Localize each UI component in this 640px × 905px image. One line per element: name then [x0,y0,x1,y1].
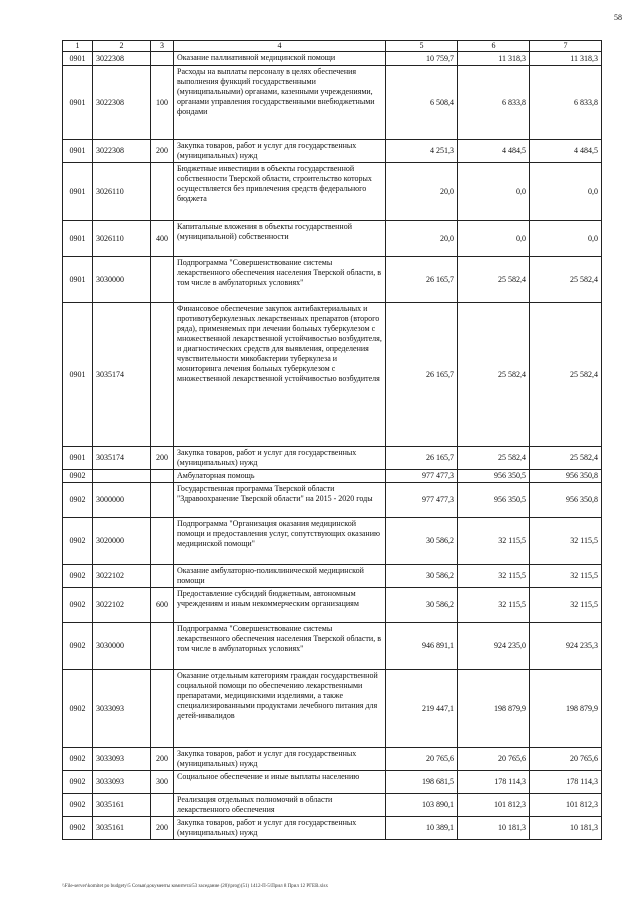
target-article: 3035161 [93,817,151,840]
table-row [63,66,602,140]
expense-type: 200 [151,817,174,840]
item-description: Оказание паллиативной медицинской помощи [174,52,386,66]
amount-col7: 4 484,5 [530,140,602,163]
target-article: 3022102 [93,565,151,588]
expense-type [151,623,174,670]
target-article: 3022308 [93,52,151,66]
table-row [63,257,602,303]
amount-col6: 924 235,0 [458,623,530,670]
section-code: 0902 [63,470,93,483]
section-code: 0902 [63,794,93,817]
amount-col7: 924 235,3 [530,623,602,670]
item-description: Оказание амбулаторно-поликлинической медицинской помощи [174,565,386,588]
target-article: 3022102 [93,588,151,623]
column-header-2: 2 [93,41,151,52]
budget-table [62,40,602,840]
amount-col6: 178 114,3 [458,771,530,794]
amount-col6: 20 765,6 [458,748,530,771]
item-description: Бюджетные инвестиции в объекты государственной собственности Тверской области, строительство которых осуществляется без привлечения средств федерального бюджета [174,163,386,221]
section-code: 0901 [63,221,93,257]
amount-col6: 25 582,4 [458,257,530,303]
amount-col5: 4 251,3 [386,140,458,163]
amount-col7: 32 115,5 [530,565,602,588]
item-description: Оказание отдельным категориям граждан государственной социальной помощи по обеспечению лекарственными препаратами, медицинскими изделиями, а также специализированными продуктами лечебного питания для детей-инвалидов [174,670,386,748]
section-code: 0901 [63,447,93,470]
footer-file-path: \\File-server\komitet po budgety\5 Созыв\документы комитета\53 заседание (20)\prog\(51) 1412-П-5\Прил 8 Прил 12 РГЕВ.xlsx [62,884,328,889]
section-code: 0901 [63,163,93,221]
amount-col7: 25 582,4 [530,303,602,447]
target-article: 3026110 [93,221,151,257]
amount-col5: 26 165,7 [386,303,458,447]
item-description: Реализация отдельных полномочий в области лекарственного обеспечения [174,794,386,817]
target-article [93,470,151,483]
table-row [63,817,602,840]
item-description: Закупка товаров, работ и услуг для государственных (муниципальных) нужд [174,140,386,163]
amount-col6: 956 350,5 [458,483,530,518]
column-header-4: 4 [174,41,386,52]
item-description: Расходы на выплаты персоналу в целях обеспечения выполнения функций государственными (муниципальными) органами, казенными учреждениями, органами управления государственными внебюджетными фондами [174,66,386,140]
amount-col6: 32 115,5 [458,565,530,588]
expense-type: 200 [151,447,174,470]
table-row [63,518,602,565]
target-article: 3030000 [93,257,151,303]
item-description: Подпрограмма "Организация оказания медицинской помощи и предоставления услуг, сопутствующих оказанию медицинской помощи" [174,518,386,565]
amount-col6: 10 181,3 [458,817,530,840]
amount-col5: 26 165,7 [386,447,458,470]
amount-col5: 20 765,6 [386,748,458,771]
amount-col5: 30 586,2 [386,565,458,588]
expense-type [151,163,174,221]
item-description: Закупка товаров, работ и услуг для государственных (муниципальных) нужд [174,817,386,840]
amount-col5: 198 681,5 [386,771,458,794]
column-header-3: 3 [151,41,174,52]
table-row [63,140,602,163]
table-row [63,748,602,771]
amount-col7: 956 350,8 [530,470,602,483]
item-description: Подпрограмма "Совершенствование системы лекарственного обеспечения населения Тверской области, в том числе в амбулаторных условиях" [174,623,386,670]
amount-col5: 6 508,4 [386,66,458,140]
amount-col6: 6 833,8 [458,66,530,140]
amount-col7: 11 318,3 [530,52,602,66]
item-description: Предоставление субсидий бюджетным, автономным учреждениям и иным некоммерческим организациям [174,588,386,623]
amount-col7: 0,0 [530,221,602,257]
item-description: Капитальные вложения в объекты государственной (муниципальной) собственности [174,221,386,257]
target-article: 3035174 [93,303,151,447]
expense-type [151,303,174,447]
table-row [63,470,602,483]
amount-col6: 32 115,5 [458,518,530,565]
amount-col5: 20,0 [386,221,458,257]
section-code: 0902 [63,817,93,840]
section-code: 0902 [63,588,93,623]
expense-type: 400 [151,221,174,257]
section-code: 0901 [63,140,93,163]
target-article: 3035161 [93,794,151,817]
table-body [63,52,602,840]
table-row [63,670,602,748]
amount-col7: 32 115,5 [530,588,602,623]
section-code: 0902 [63,748,93,771]
table-row [63,565,602,588]
expense-type [151,518,174,565]
amount-col7: 0,0 [530,163,602,221]
amount-col5: 20,0 [386,163,458,221]
target-article: 3033093 [93,771,151,794]
table-row [63,483,602,518]
amount-col7: 6 833,8 [530,66,602,140]
amount-col6: 956 350,5 [458,470,530,483]
expense-type: 200 [151,748,174,771]
amount-col7: 10 181,3 [530,817,602,840]
item-description: Социальное обеспечение и иные выплаты населению [174,771,386,794]
amount-col5: 946 891,1 [386,623,458,670]
amount-col7: 20 765,6 [530,748,602,771]
item-description: Государственная программа Тверской области "Здравоохранение Тверской области" на 2015 - 2020 годы [174,483,386,518]
amount-col6: 101 812,3 [458,794,530,817]
item-description: Амбулаторная помощь [174,470,386,483]
amount-col6: 11 318,3 [458,52,530,66]
section-code: 0901 [63,257,93,303]
item-description: Подпрограмма "Совершенствование системы лекарственного обеспечения населения Тверской области, в том числе в амбулаторных условиях" [174,257,386,303]
amount-col5: 977 477,3 [386,483,458,518]
section-code: 0901 [63,303,93,447]
page-number: 58 [614,13,622,22]
section-code: 0902 [63,483,93,518]
amount-col7: 956 350,8 [530,483,602,518]
amount-col5: 26 165,7 [386,257,458,303]
target-article: 3022308 [93,140,151,163]
amount-col5: 10 759,7 [386,52,458,66]
item-description: Закупка товаров, работ и услуг для государственных (муниципальных) нужд [174,748,386,771]
amount-col7: 178 114,3 [530,771,602,794]
expense-type [151,257,174,303]
column-header-5: 5 [386,41,458,52]
item-description: Финансовое обеспечение закупок антибактериальных и противотуберкулезных лекарственных препаратов (второго ряда), применяемых при лечении больных туберкулезом с множественной лекарственной устойчивостью возбудителя, и диагностических средств для выявления, определения чувствительности микобактерии туберкулеза и мониторинга лечения больных туберкулезом с множественной лекарственной устойчивостью возбудителя [174,303,386,447]
section-code: 0901 [63,66,93,140]
table-row [63,303,602,447]
table-row [63,588,602,623]
target-article: 3033093 [93,748,151,771]
column-header-7: 7 [530,41,602,52]
table-row [63,163,602,221]
amount-col7: 25 582,4 [530,257,602,303]
section-code: 0902 [63,771,93,794]
amount-col5: 103 890,1 [386,794,458,817]
amount-col6: 25 582,4 [458,447,530,470]
expense-type: 300 [151,771,174,794]
amount-col6: 32 115,5 [458,588,530,623]
table-row [63,221,602,257]
amount-col5: 977 477,3 [386,470,458,483]
item-description: Закупка товаров, работ и услуг для государственных (муниципальных) нужд [174,447,386,470]
target-article: 3022308 [93,66,151,140]
target-article: 3030000 [93,623,151,670]
section-code: 0902 [63,565,93,588]
expense-type: 100 [151,66,174,140]
section-code: 0902 [63,670,93,748]
target-article: 3000000 [93,483,151,518]
table-row [63,447,602,470]
expense-type [151,670,174,748]
amount-col7: 25 582,4 [530,447,602,470]
table-row [63,623,602,670]
table-row [63,771,602,794]
amount-col6: 0,0 [458,163,530,221]
amount-col7: 32 115,5 [530,518,602,565]
expense-type [151,794,174,817]
amount-col7: 101 812,3 [530,794,602,817]
column-header-1: 1 [63,41,93,52]
target-article: 3035174 [93,447,151,470]
table-row [63,794,602,817]
expense-type [151,565,174,588]
target-article: 3033093 [93,670,151,748]
amount-col5: 30 586,2 [386,588,458,623]
amount-col5: 219 447,1 [386,670,458,748]
column-header-6: 6 [458,41,530,52]
expense-type: 200 [151,140,174,163]
amount-col6: 0,0 [458,221,530,257]
section-code: 0901 [63,52,93,66]
expense-type [151,483,174,518]
target-article: 3020000 [93,518,151,565]
section-code: 0902 [63,518,93,565]
amount-col7: 198 879,9 [530,670,602,748]
amount-col6: 198 879,9 [458,670,530,748]
column-number-row [63,41,602,52]
amount-col5: 10 389,1 [386,817,458,840]
amount-col6: 25 582,4 [458,303,530,447]
table-row [63,52,602,66]
expense-type: 600 [151,588,174,623]
expense-type [151,52,174,66]
section-code: 0902 [63,623,93,670]
target-article: 3026110 [93,163,151,221]
amount-col5: 30 586,2 [386,518,458,565]
amount-col6: 4 484,5 [458,140,530,163]
expense-type [151,470,174,483]
